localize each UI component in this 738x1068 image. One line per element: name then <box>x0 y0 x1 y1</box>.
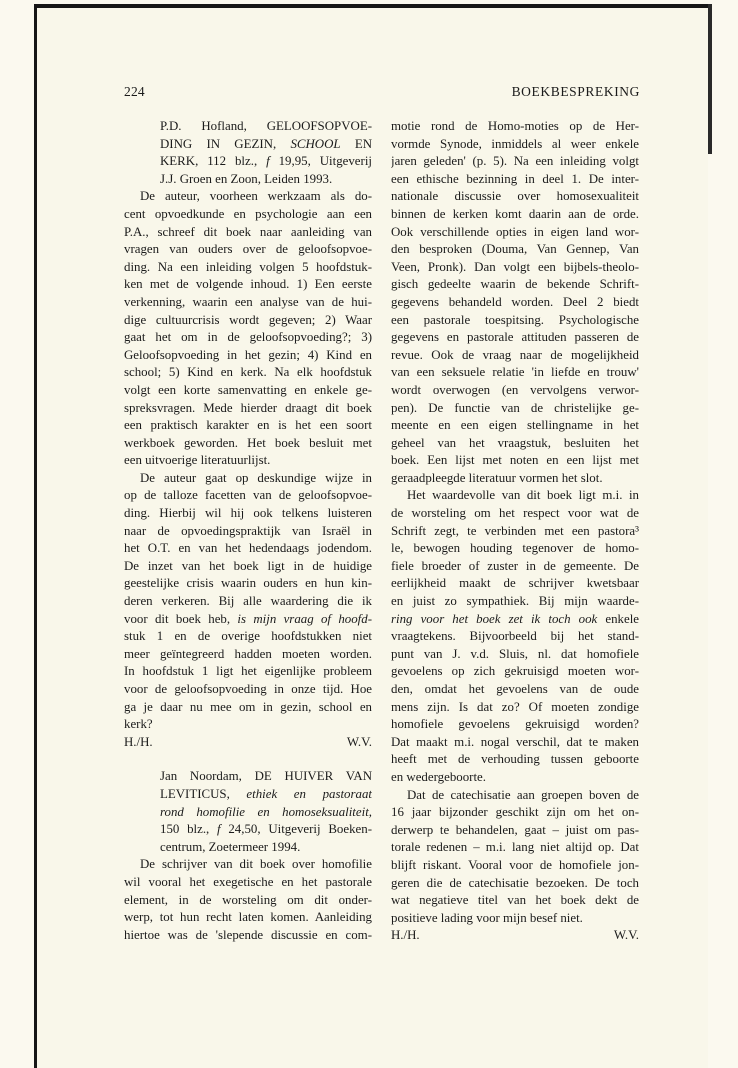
body-line: Geloofsopvoeding in het gezin; 4) Kind en <box>124 347 372 362</box>
body-line: motie rond de Homo-moties op de Her- <box>391 119 639 133</box>
body-line: 16 jaar bijzonder geschikt zijn om het on- <box>391 805 639 820</box>
page-number: 224 <box>124 84 145 99</box>
body-line: ken met de volgende inhoud. 1) Een eerste <box>124 277 372 292</box>
citation-line: Jan Noordam, DE HUIVER VAN <box>160 769 372 784</box>
signature-initials: H./H. <box>391 928 420 943</box>
body-line: De inzet van het boek ligt in de huidige <box>124 558 372 573</box>
body-line: boek. Een lijst met noten en een lijst met <box>391 453 639 468</box>
citation-line: rond homofilie en homoseksualiteit, <box>160 804 372 819</box>
body-line: vraagtekens. Bijvoorbeeld bij het stand- <box>391 629 639 644</box>
body-line: en juist zo sympathiek. Bij mijn waarde- <box>391 594 639 609</box>
body-line: meente en een eigen stellingname in het <box>391 418 639 433</box>
body-line: pen). De functie van de christelijke ge- <box>391 400 639 415</box>
citation-line: DING IN GEZIN, SCHOOL EN <box>160 136 372 151</box>
body-line: mens zijn. Is dat zo? Of moeten zondige <box>391 699 639 714</box>
body-line: element, in de worsteling om dit onder- <box>124 892 372 907</box>
body-line: vormde Synode, inmiddels al weer enkele <box>391 136 639 151</box>
running-head: BOEKBESPREKING <box>511 84 640 99</box>
body-line: derwerp te behandelen, gaat – juist om pas- <box>391 822 639 837</box>
body-line: het O.T. en van het hedendaags jodendom. <box>124 541 372 556</box>
body-line: van een seksuele relatie 'in liefde en trouw' <box>391 365 639 380</box>
review2-signature <box>391 927 639 945</box>
body-line: verkenning, waarin een analyse van de hui- <box>124 294 372 309</box>
section-gap <box>124 751 372 768</box>
scan-edge-right <box>708 4 712 154</box>
body-line: een uitvoerige literatuurlijst. <box>124 453 271 468</box>
left-column <box>124 118 372 944</box>
body-line: werp, tot hun recht laten komen. Aanleiding <box>124 910 372 925</box>
body-line: een pastorale toespitsing. Psychologische <box>391 312 639 327</box>
body-line: homofiele gevoelens gekruisigd worden? <box>391 717 639 732</box>
citation-line: P.D. Hofland, GELOOFSOPVOE- <box>160 119 372 133</box>
signature-initials: H./H. <box>124 734 153 749</box>
body-line: gegevens behandeld worden. Deel 2 biedt <box>391 294 639 309</box>
body-line: ring voor het boek zet ik toch ook enkele <box>391 611 639 626</box>
body-line: le, bewogen houding tegenover de homo- <box>391 541 639 556</box>
body-line: volgt een korte samenvatting en enkele ge- <box>124 382 372 397</box>
body-line: ga je daar nu mee om in gezin, school en <box>124 699 372 714</box>
body-line: eerlijkheid maakt de schrijver kwetsbaar <box>391 576 639 591</box>
body-line: spreksvragen. Mede hierder draagt dit boek <box>124 400 372 415</box>
body-line: stuk 1 en de overige hoofdstukken niet <box>124 629 372 644</box>
body-line: Veen, Pronk). Dan volgt een bijbels-theolo- <box>391 259 639 274</box>
body-line: gisch gedeelte waarin de bekende Schrift- <box>391 277 639 292</box>
body-line: en wedergeboorte. <box>391 769 486 784</box>
signature-author: W.V. <box>613 928 639 943</box>
body-line: cent opvoedkunde en psychologie aan een <box>124 206 372 221</box>
body-line: vragen van ouders over de geloofsopvoe- <box>124 242 372 257</box>
body-line: ding. Hierbij wil hij ook telkens luisteren <box>124 506 372 521</box>
body-line: Dat maakt m.i. nogal verschil, dat te maken <box>391 734 639 749</box>
review2-body <box>124 856 372 944</box>
body-line: nationale discussie over homosexualiteit <box>391 189 639 204</box>
body-line: hiertoe was de 'slepende discussie en com- <box>124 927 372 942</box>
body-line: een praktisch karakter en is het een soort <box>124 418 372 433</box>
body-line: De schrijver van dit boek over homofilie <box>140 857 372 872</box>
body-line: voor de geloofsopvoeding in onze tijd. Hoe <box>124 682 372 696</box>
body-line: Ook verschillende opties in eigen land wor- <box>391 224 639 239</box>
body-line: torale redenen – m.i. lang niet altijd op. Dat <box>391 840 639 855</box>
body-line: Schrift zegt, te verbinden met een pastora³ <box>391 523 639 538</box>
body-line: kerk? <box>124 717 153 732</box>
review1-body <box>124 188 372 733</box>
citation-line: LEVITICUS, ethiek en pastoraat <box>160 786 372 801</box>
body-line: den, omdat het gevoelens van de oude <box>391 682 639 696</box>
body-line: gegevens en pastorale attituden passeren de <box>391 330 639 345</box>
body-line: Dat de catechisatie aan groepen boven de <box>407 787 639 802</box>
body-line: op de talloze facetten van de geloofsopvoe- <box>124 488 372 503</box>
body-line: geren die de catechisatie bezoeken. De toch <box>391 875 639 890</box>
citation-line: 150 blz., f 24,50, Uitgeverij Boeken- <box>160 822 372 837</box>
body-line: positieve lading voor mijn besef niet. <box>391 910 583 925</box>
body-line: geraadpleegde literatuur vormen het slot. <box>391 470 603 485</box>
body-line: voor dit boek heb, is mijn vraag of hoofd- <box>124 611 372 626</box>
body-line: P.A., schreef dit boek naar aanleiding van <box>124 224 372 239</box>
body-line: wat negatieve titel van het boek dekt de <box>391 893 639 908</box>
body-line: den besproken (Douma, Van Gennep, Van <box>391 242 639 257</box>
body-line: Het waardevolle van dit boek ligt m.i. in <box>407 488 639 503</box>
body-line: punt van J. v.d. Sluis, nl. dat homofiele <box>391 646 639 661</box>
signature-author: W.V. <box>346 734 372 749</box>
review1-signature <box>124 734 372 752</box>
page-header <box>124 84 640 104</box>
body-line: werkboek geworden. Het boek besluit met <box>124 435 372 450</box>
body-line: binnen de kerken komt daarin aan de orde. <box>391 206 639 221</box>
right-column <box>391 118 639 945</box>
body-line: jaren geleden' (p. 5). Na een inleiding volgt <box>391 154 639 169</box>
body-line: dige cultuurcrisis wordt gegeven; 2) Waar <box>124 312 372 327</box>
body-line: meer geïntegreerd hadden moeten worden. <box>124 646 372 661</box>
body-line: De auteur, voorheen werkzaam als do- <box>140 189 372 204</box>
body-line: wil vooral het exegetische en het pastorale <box>124 874 372 889</box>
review1-citation <box>124 118 372 188</box>
body-line: ding. Na een inleiding volgen 5 hoofdstuk- <box>124 259 372 274</box>
body-line: blijft riskant. Vooral voor de homofiele jon- <box>391 857 639 872</box>
review2-citation <box>124 768 372 856</box>
body-line: heeft met de verhouding tussen geboorte <box>391 752 639 767</box>
body-line: revue. Ook de vraag naar de mogelijkheid <box>391 347 639 362</box>
body-line: In hoofdstuk 1 ligt het eigenlijke probleem <box>124 664 372 679</box>
body-line: wordt overwogen (en vervolgens verwor- <box>391 382 639 397</box>
review2-body-continued <box>391 118 639 927</box>
body-line: fiele broeder of zuster in de gemeente. De <box>391 558 639 573</box>
body-line: school; 5) Kind en kerk. Na elk hoofdstuk <box>124 365 372 380</box>
body-line: geestelijke crisis waarin ouders en hun kin- <box>124 576 372 591</box>
body-line: De auteur gaat op deskundige wijze in <box>140 470 372 485</box>
citation-line: centrum, Zoetermeer 1994. <box>160 839 301 854</box>
body-line: een ethische bezinning in deel 1. De inter- <box>391 171 639 186</box>
body-line: deren verkeren. Bij alle waardering die ik <box>124 594 372 609</box>
body-line: de worsteling om het respect voor wat de <box>391 506 639 521</box>
body-line: geheel van het vraagstuk, besluiten het <box>391 435 639 450</box>
citation-line: KERK, 112 blz., f 19,95, Uitgeverij <box>160 154 372 169</box>
citation-line: J.J. Groen en Zoon, Leiden 1993. <box>160 171 333 186</box>
body-line: gaat het om in de geloofsopvoeding?; 3) <box>124 330 372 345</box>
body-line: naar de opvoedingspraktijk van Israël in <box>124 523 372 538</box>
body-line: gevoelens op zich gekruisigd moeten wor- <box>391 664 639 679</box>
